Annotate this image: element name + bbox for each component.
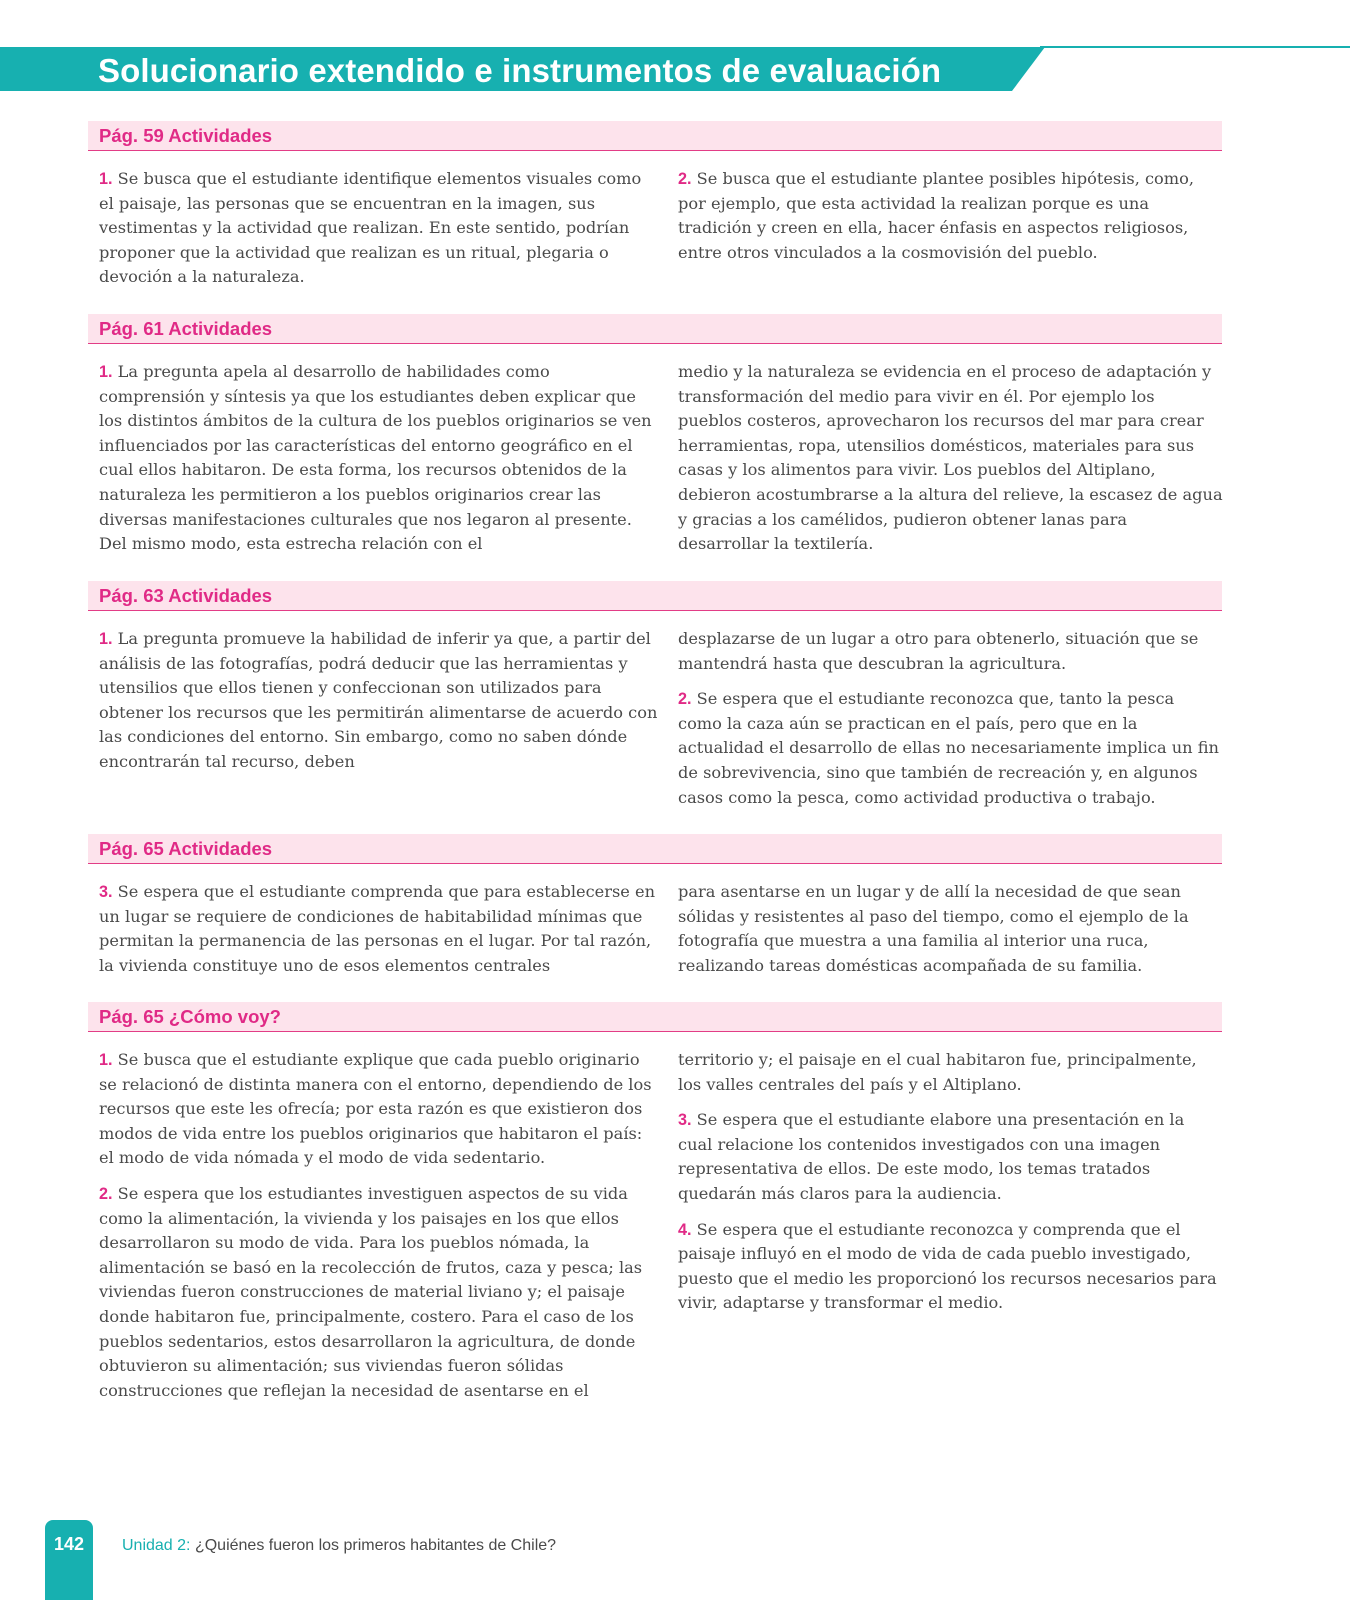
answer-paragraph [678, 1218, 1223, 1316]
answer-number: 2. [99, 1184, 113, 1203]
section-left-column [99, 880, 659, 989]
answer-paragraph [99, 360, 659, 557]
answer-text: Se espera que el estudiante reconozca que, tanto la pesca como la caza aún se practican en el país, pero que en la actualidad el desarrollo de ellas no necesariamente implica un fin de sobrevivencia, sino que también de recreación y, en algunos casos como la pesca, como actividad productiva o trabajo. [678, 689, 1219, 807]
footer-unit-line [122, 1537, 556, 1555]
answer-text: Se busca que el estudiante identifique elementos visuales como el paisaje, las personas que se encuentran en la imagen, sus vestimentas y la actividad que realizan. En este sentido, podrían proponer que la actividad que realizan es un ritual, plegaria o devoción a la naturaleza. [99, 169, 642, 287]
page-number: 142 [53, 1534, 85, 1554]
answer-paragraph [678, 167, 1223, 265]
answer-number: 4. [678, 1220, 692, 1239]
answer-number: 3. [99, 883, 113, 901]
answer-paragraph [678, 687, 1223, 810]
section-left-column [99, 167, 659, 301]
section-left-column [99, 627, 659, 786]
section-heading: Pág. 61 Actividades [88, 314, 1222, 344]
answer-paragraph [678, 1108, 1223, 1206]
answer-paragraph [678, 627, 1223, 676]
answer-text: Se espera que el estudiante reconozca y comprenda que el paisaje influyó en el modo de vida de cada pueblo investigado, puesto que el medio les proporcionó los recursos necesarios para vivir, adaptarse y transformar el medio. [678, 1219, 1217, 1313]
section-right-column [678, 360, 1223, 568]
section-heading: Pág. 63 Actividades [88, 581, 1222, 611]
section-left-column [99, 1048, 659, 1414]
answer-paragraph [99, 627, 659, 775]
section-left-column [99, 360, 659, 568]
answer-number: 2. [678, 170, 692, 188]
answer-paragraph [678, 1048, 1223, 1097]
answer-text: medio y la naturaleza se evidencia en el proceso de adaptación y transformación del medio para vivir en él. Por ejemplo los pueblos costeros, aprovecharon los recursos del mar para crear herramientas, ropa, utensilios domésticos, materiales para sus casas y los alimentos para vivir. Los pueblos del Altiplano, debieron acostumbrarse a la altura del relieve, la escasez de agua y gracias a los camélidos, pudieron obtener lanas para desarrollar la textilería. [678, 362, 1223, 554]
answer-text: La pregunta apela al desarrollo de habilidades como comprensión y síntesis ya que los estudiantes deben explicar que los distintos ámbitos de la cultura de los pueblos originarios se ven influenciados por las características del entorno geográfico en el cual ellos habitaron. De esta forma, los recursos obtenidos de la naturaleza les permitieron a los pueblos originarios crear las diversas manifestaciones culturales que nos legaron al presente. Del mismo modo, esta estrecha relación con el [99, 362, 652, 554]
section-heading: Pág. 65 Actividades [88, 834, 1222, 864]
answer-paragraph [678, 880, 1223, 978]
answer-number: 1. [99, 630, 113, 648]
section-right-column [678, 167, 1223, 276]
page-title: Solucionario extendido e instrumentos de evaluación [98, 52, 942, 89]
section-heading: Pág. 59 Actividades [88, 121, 1222, 151]
answer-text: para asentarse en un lugar y de allí la necesidad de que sean sólidas y resistentes al paso del tiempo, como el ejemplo de la fotografía que muestra a una familia al interior una ruca, realizando tareas domésticas acompañada de su familia. [678, 882, 1189, 975]
section-right-column [678, 627, 1223, 821]
header-banner [0, 47, 1045, 91]
answer-number: 3. [678, 1111, 692, 1130]
answer-number: 1. [99, 1051, 113, 1069]
answer-text: Se espera que el estudiante comprenda que para establecerse en un lugar se requiere de condiciones de habitabilidad mínimas que permitan la permanencia de las personas en el lugar. Por tal razón, la vivienda constituye uno de esos elementos centrales [99, 882, 655, 975]
answer-text: Se busca que el estudiante explique que cada pueblo originario se relacionó de distinta manera con el entorno, dependiendo de los recursos que este les ofrecía; por esta razón es que existieron dos modos de vida entre los pueblos originarios que habitaron el país: el modo de vida nómada y el modo de vida sedentario. [99, 1050, 652, 1168]
footer-unit-title: ¿Quiénes fueron los primeros habitantes de Chile? [194, 1537, 557, 1554]
answer-paragraph [678, 360, 1223, 557]
section-heading: Pág. 65 ¿Cómo voy? [88, 1002, 1222, 1032]
answer-text: Se espera que el estudiante elabore una presentación en la cual relacione los contenidos investigados con una imagen representativa de ellos. De este modo, los temas tratados quedarán más claros para la audiencia. [678, 1110, 1185, 1203]
answer-number: 1. [99, 170, 113, 188]
header-rule [1040, 46, 1350, 48]
answer-number: 2. [678, 690, 692, 709]
answer-number: 1. [99, 363, 113, 381]
answer-paragraph [99, 1182, 659, 1403]
footer-unit-label: Unidad 2: [122, 1537, 191, 1554]
answer-text: La pregunta promueve la habilidad de inferir ya que, a partir del análisis de las fotografías, podrá deducir que las herramientas y utensilios que ellos tienen y confeccionan son utilizados para obtener los recursos que les permitirán alimentarse de acuerdo con las condiciones del entorno. Sin embargo, como no saben dónde encontrarán tal recurso, deben [99, 629, 658, 771]
answer-text: desplazarse de un lugar a otro para obtenerlo, situación que se mantendrá hasta que descubran la agricultura. [678, 629, 1199, 673]
answer-text: Se espera que los estudiantes investiguen aspectos de su vida como la alimentación, la vivienda y los paisajes en los que ellos desarrollaron su modo de vida. Para los pueblos nómada, la alimentación se basó en la recolección de frutos, caza y pesca; las viviendas fueron construcciones de material liviano y; el paisaje donde habitaron fue, principalmente, costero. Para el caso de los pueblos sedentarios, estos desarrollaron la agricultura, de donde obtuvieron su alimentación; sus viviendas fueron sólidas construcciones que reflejan la necesidad de asentarse en el [99, 1183, 643, 1400]
answer-paragraph [99, 880, 659, 978]
answer-text: Se busca que el estudiante plantee posibles hipótesis, como, por ejemplo, que esta actividad la realizan porque es una tradición y creen en ella, hacer énfasis en aspectos religiosos, entre otros vinculados a la cosmovisión del pueblo. [678, 169, 1195, 262]
page-number-tab [45, 1520, 93, 1600]
answer-paragraph [99, 167, 659, 290]
section-right-column [678, 880, 1223, 989]
answer-text: territorio y; el paisaje en el cual habitaron fue, principalmente, los valles centrales del país y el Altiplano. [678, 1050, 1197, 1094]
section-right-column [678, 1048, 1223, 1327]
answer-paragraph [99, 1048, 659, 1171]
